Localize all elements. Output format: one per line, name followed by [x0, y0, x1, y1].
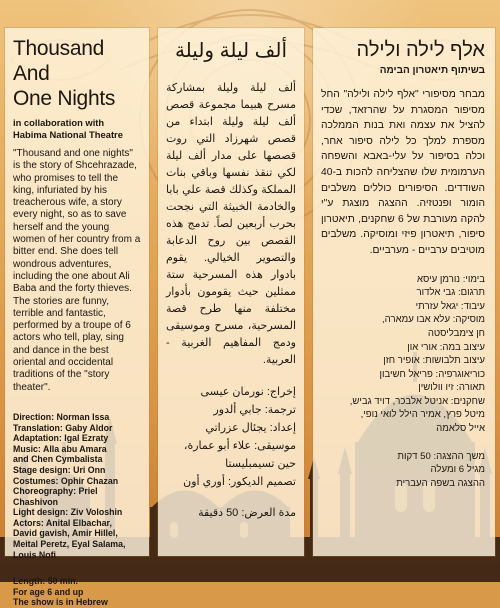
- hebrew-credit-item: מיטל פרץ, אמיר הילל לואי נופי,: [360, 409, 485, 421]
- english-credit-item: Choreography: Priel Chashivon: [13, 486, 98, 507]
- english-credit-item: Direction: Norman Issa: [13, 411, 110, 422]
- english-age: For age 6 and up: [13, 586, 84, 597]
- hebrew-credits-list: [321, 273, 485, 436]
- hebrew-credit-item: כוריאוגרפיה: פריאל חשיבון: [379, 368, 485, 380]
- english-credit-item: Adaptation: Igal Ezraty: [13, 433, 109, 444]
- english-credit-item: Music: Alla abu Amara: [13, 443, 107, 454]
- english-language: The show is in Hebrew: [13, 597, 108, 608]
- arabic-length: مدة العرض: 50 دقيقة: [198, 507, 296, 519]
- english-credits-list: [13, 412, 141, 560]
- english-credit-item: Stage design: Uri Onn: [13, 464, 106, 475]
- hebrew-panel: [313, 28, 495, 556]
- hebrew-title: אלף לילה ולילה: [356, 39, 485, 61]
- english-credit-item: Translation: Gaby Aldor: [13, 422, 113, 433]
- arabic-panel: [158, 28, 304, 556]
- english-credit-item: Light design: Ziv Voloshin: [13, 507, 123, 518]
- arabic-title: ألف ليلة وليلة: [174, 40, 288, 62]
- hebrew-credit-item: מוסיקה: עלא אבו עמארה,: [382, 314, 485, 326]
- hebrew-credit-item: עיבוד: יגאל עזרתי: [415, 300, 485, 312]
- hebrew-credit-item: תרגום: גבי אלדור: [416, 287, 485, 299]
- arabic-credit-item: إخراج: نورمان عيسى: [200, 386, 296, 398]
- english-show-info: [13, 576, 141, 608]
- english-synopsis: "Thousand and one nights" is the story of Shcehrazade, who promises to tell the king, infuriated by his treacherous wife, a story every night, so as to save herself and the young women of her country from a bitter end. She does tell wondrous adventures, including the one about Ali Baba and the forty thieves. The stories are funny, terrible and fantastic, performed by a troupe of 6 actors who tell, play, sing and dance in the best oriental and occidental traditions of the "story theater".: [13, 148, 141, 393]
- hebrew-credit-item: עיצוב במה: אורי און: [407, 341, 485, 353]
- english-credit-item: Louis Nofi: [13, 549, 57, 560]
- hebrew-age: מגיל 6 ומעלה: [430, 464, 485, 476]
- arabic-credit-item: إعداد: يجئال عزراتي: [205, 422, 296, 434]
- english-title-line2: One Nights: [13, 87, 116, 110]
- english-credit-item: Meital Peretz, Eyal Salama,: [13, 539, 126, 550]
- hebrew-credit-item: שחקנים: אניטל אלבכר, דויד גביש,: [349, 395, 485, 407]
- arabic-credit-item: حين تسيمبليستا: [225, 458, 296, 470]
- hebrew-show-info: [321, 450, 485, 491]
- arabic-synopsis: ألف ليلة وليلة بمشاركة مسرح هبيما مجموعة قصص ألف ليلة وليلة ابتداء من قصص شهرزاد التي روت قصصها على مدار ألف ليلة لكي تنقذ نفسها وباقي بنات المملكة وكذلك قصة علي بابا والخادمة الخبيثة التي نجحت بحرب أربعين لصاً. تدمج هذه القصص بين روح الدعابة والتصوير الخيالي. يقوم بادوار هذه المسرحية ستة ممثلين حيث يقومون بأدوار مختلفة منها طرح قصة المسرحية، مسرح وموسيقى ودمج المفاهيم الغربية - العربية.: [166, 82, 296, 366]
- english-title: [13, 36, 141, 111]
- arabic-credit-item: موسيقى: علاء أبو عمارة،: [183, 440, 296, 452]
- arabic-credit-item: تصميم الديكور: أوري أون: [183, 476, 296, 488]
- hebrew-credit-item: אייל סלאמה: [436, 423, 485, 435]
- hebrew-credit-item: חן צימבליסטה: [427, 327, 485, 339]
- arabic-credit-item: ترجمة: جابي ألدور: [213, 404, 296, 416]
- english-credit-item: Costumes: Ophir Chazan: [13, 475, 119, 486]
- english-panel: [5, 28, 149, 608]
- hebrew-credit-item: בימוי: נורמן עיסא: [417, 273, 485, 285]
- hebrew-subtitle: בשיתוף תיאטרון הבימה: [379, 65, 485, 76]
- english-credit-item: and Chen Cymbalista: [13, 454, 103, 465]
- hebrew-credit-item: תאורה: זיו וולושין: [418, 382, 485, 394]
- arabic-credits-list: [166, 383, 296, 491]
- hebrew-language: ההצגה בשפה העברית: [396, 477, 485, 489]
- english-subtitle-line1: in collaboration with: [13, 117, 105, 128]
- english-credit-item: David gavish, Amir Hillel,: [13, 528, 118, 539]
- hebrew-credit-item: עיצוב תלבושות: אופיר חזן: [383, 355, 485, 367]
- english-length: Length: 50 min.: [13, 576, 79, 587]
- english-subtitle: [13, 117, 141, 140]
- english-subtitle-line2: Habima National Theatre: [13, 128, 123, 140]
- english-credit-item: Actors: Anital Elbachar,: [13, 517, 112, 528]
- english-title-line1: Thousand And: [13, 37, 105, 85]
- hebrew-synopsis: מבחר מסיפורי "אלף לילה ולילה" החל מסיפור המסגרת על שהרזאד, שכדי להציל את עצמה ואת בנות הממלכה מספרת למלך כל לילה סיפור אחר, וכלה בסיפור על עלי-באבא והשפחה הערמומית שלו שהצליחה להכות ב-40 השודדים. הסיפורים כוללים משלבים הומור ופנטזיה. ההצגה מוצגת ע"י להקה מעורבת של 6 שחקנים, תיאטרון סיפור, תיאטרון פיזי ומוסיקה. משלבים מוטיבים ערביים - מערביים.: [321, 89, 485, 256]
- hebrew-length: משך ההצגה: 50 דקות: [397, 450, 485, 462]
